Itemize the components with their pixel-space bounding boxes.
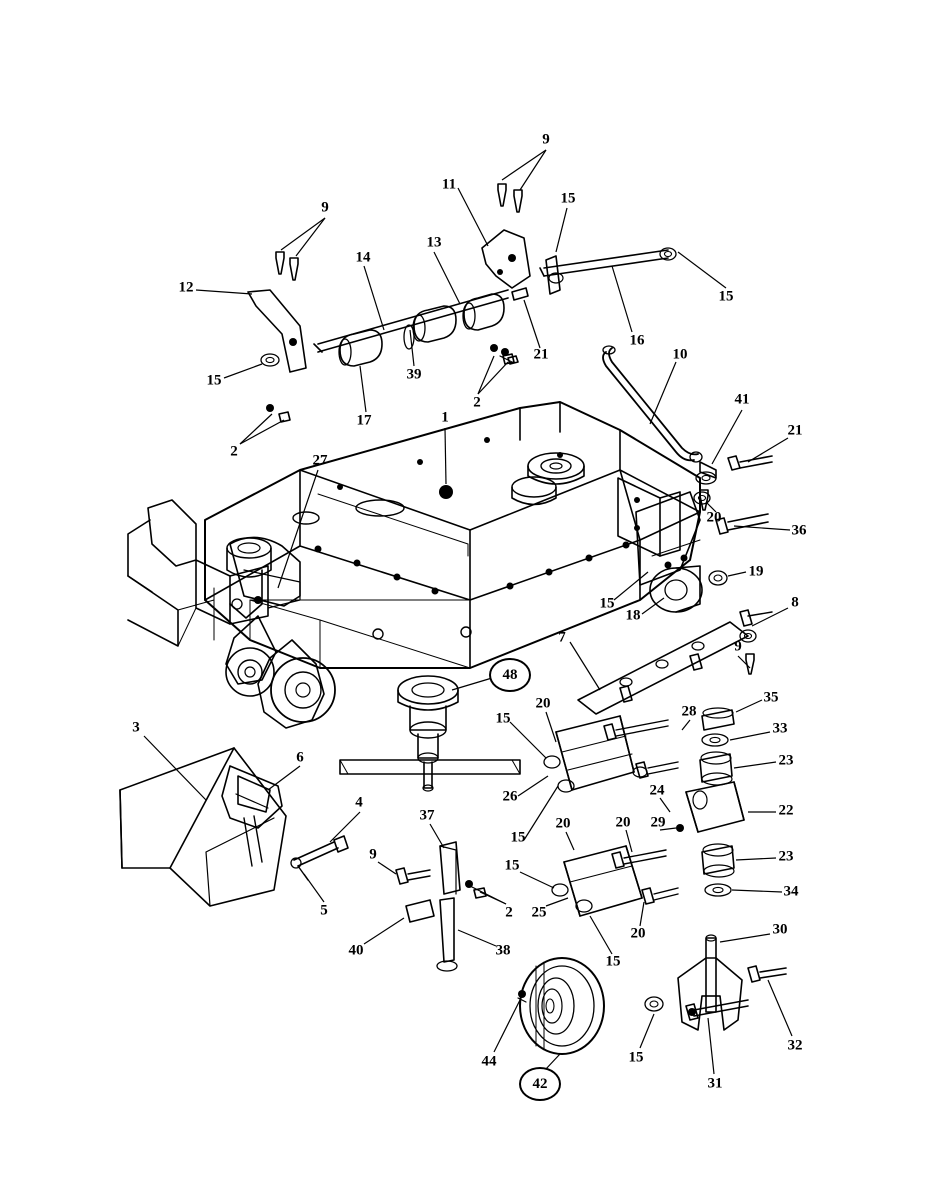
callout-2-a: 2 (473, 394, 481, 411)
callout-41: 41 (734, 391, 750, 408)
spacer-stack-right (676, 708, 744, 896)
spindle-48-assembly (340, 676, 520, 791)
callout-6: 6 (296, 749, 304, 766)
leader-20e (640, 902, 644, 926)
leader-15e (510, 722, 546, 758)
leader-8 (752, 608, 788, 626)
leader-10 (650, 362, 676, 424)
leader-17 (360, 366, 366, 412)
bracket-26-assembly (544, 716, 678, 792)
callout-26: 26 (502, 788, 518, 805)
leader-21b (748, 438, 788, 462)
leader-16 (612, 266, 632, 332)
leader-15g (520, 872, 554, 888)
chute-bracket-6 (222, 766, 282, 866)
callout-18: 18 (625, 607, 641, 624)
callout-30: 30 (772, 921, 788, 938)
callout-7: 7 (558, 629, 566, 646)
callout-22: 22 (778, 802, 794, 819)
callout-24: 24 (649, 782, 665, 799)
callout-31: 31 (707, 1075, 723, 1092)
callout-40: 40 (348, 942, 364, 959)
upper-rod-16 (540, 248, 676, 294)
bolt-36 (716, 514, 768, 534)
leader-40 (364, 918, 404, 944)
callout-20-e: 20 (630, 925, 646, 942)
callout-36: 36 (791, 522, 807, 539)
callout-5: 5 (320, 902, 328, 919)
nut-15-bottom (645, 997, 663, 1011)
tire-42 (520, 958, 604, 1054)
callout-15-e: 15 (495, 710, 511, 727)
leader-37 (430, 824, 444, 848)
leader-9d (281, 218, 325, 250)
discharge-chute-3 (120, 748, 286, 906)
leader-20b (546, 712, 556, 742)
callout-21-a: 21 (533, 346, 549, 363)
leader-7 (570, 642, 600, 690)
callout-15-i: 15 (628, 1049, 644, 1066)
callout-4: 4 (355, 794, 363, 811)
leader-15h (590, 916, 612, 954)
leader-2a (478, 356, 494, 394)
leader-9e (738, 656, 750, 668)
bar-7-assembly (578, 607, 772, 714)
callout-15-d: 15 (599, 595, 615, 612)
leader-9c (296, 218, 325, 256)
callout-8: 8 (791, 594, 799, 611)
leader-33 (730, 732, 770, 740)
callout-15-f: 15 (510, 829, 526, 846)
callout-9-a: 9 (542, 131, 550, 148)
callout-2-b: 2 (230, 443, 238, 460)
leader-38 (458, 930, 496, 946)
leader-20c (566, 832, 574, 850)
callout-34: 34 (783, 883, 799, 900)
callout-23-a: 23 (778, 752, 794, 769)
callout-9-b: 9 (321, 199, 329, 216)
callout-10: 10 (672, 346, 688, 363)
leader-12 (196, 290, 252, 294)
callout-12: 12 (178, 279, 194, 296)
bolts-9-group (276, 184, 522, 280)
leader-11 (458, 188, 488, 246)
mower-deck-housing (205, 402, 700, 668)
leader-5 (304, 874, 324, 902)
lower-hardware-group (396, 842, 486, 971)
fitting-44 (518, 990, 526, 1002)
leader-28 (682, 720, 690, 730)
callout-27: 27 (312, 452, 328, 469)
leader-44 (494, 1000, 520, 1052)
callout-33: 33 (772, 720, 788, 737)
callout-9-d: 9 (369, 846, 377, 863)
callout-15-c: 15 (206, 372, 222, 389)
front-roller-bar-assembly (314, 288, 528, 366)
leader-48 (452, 678, 492, 690)
callout-13: 13 (426, 234, 442, 251)
leader-19 (728, 572, 746, 576)
leader-41 (712, 410, 742, 464)
callout-35: 35 (763, 689, 779, 706)
rod-4-5 (291, 836, 348, 880)
leader-13 (434, 252, 460, 304)
leader-9f (378, 862, 396, 874)
callout-15-g: 15 (504, 857, 520, 874)
callout-21-b: 21 (787, 422, 803, 439)
callout-39: 39 (406, 366, 422, 383)
callout-15-a: 15 (560, 190, 576, 207)
callout-3: 3 (132, 719, 140, 736)
leader-26 (518, 776, 548, 796)
leader-23b (736, 858, 776, 860)
callout-23-b: 23 (778, 848, 794, 865)
leader-15b (678, 252, 726, 288)
leader-30 (720, 934, 770, 942)
leader-14 (364, 266, 384, 330)
leader-23a (734, 762, 776, 768)
callout-20-c: 20 (555, 815, 571, 832)
callout-9-c: 9 (734, 638, 742, 655)
bracket-25-assembly (552, 846, 678, 916)
callout-20-b: 20 (535, 695, 551, 712)
callout-16: 16 (629, 332, 645, 349)
leader-15c (224, 364, 262, 378)
callout-11: 11 (441, 176, 457, 193)
callout-37: 37 (419, 807, 435, 824)
leader-6 (268, 766, 300, 790)
callout-32: 32 (787, 1037, 803, 1054)
callout-48: 48 (489, 658, 531, 692)
leader-36 (734, 526, 790, 530)
callout-38: 38 (495, 942, 511, 959)
callout-17: 17 (356, 412, 372, 429)
leader-25 (546, 898, 568, 906)
callout-19: 19 (748, 563, 764, 580)
leader-24 (660, 798, 670, 812)
callout-28: 28 (681, 703, 697, 720)
callout-29: 29 (650, 814, 666, 831)
callout-20-a: 20 (706, 509, 722, 526)
left-deck-bracket-12 (248, 290, 306, 372)
callout-15-h: 15 (605, 953, 621, 970)
leader-31 (708, 1018, 714, 1074)
leader-9b (502, 150, 546, 180)
leader-15f (524, 786, 558, 840)
callout-44: 44 (481, 1053, 497, 1070)
leader-34 (732, 890, 782, 892)
right-deck-bracket-11 (482, 230, 530, 288)
leader-9a (520, 150, 546, 190)
callout-15-b: 15 (718, 288, 734, 305)
leader-3 (144, 736, 206, 800)
callout-42: 42 (519, 1067, 561, 1101)
callout-14: 14 (355, 249, 371, 266)
leader-35 (736, 700, 762, 712)
caster-yoke-assembly (678, 935, 786, 1030)
leader-32 (768, 980, 792, 1036)
leader-2b (478, 362, 508, 394)
leader-21a (524, 300, 540, 348)
leader-15i (640, 1014, 654, 1048)
callout-20-d: 20 (615, 814, 631, 831)
callout-1: 1 (441, 409, 449, 426)
callout-2-c: 2 (505, 904, 513, 921)
callout-25: 25 (531, 904, 547, 921)
leader-15a (556, 208, 567, 252)
